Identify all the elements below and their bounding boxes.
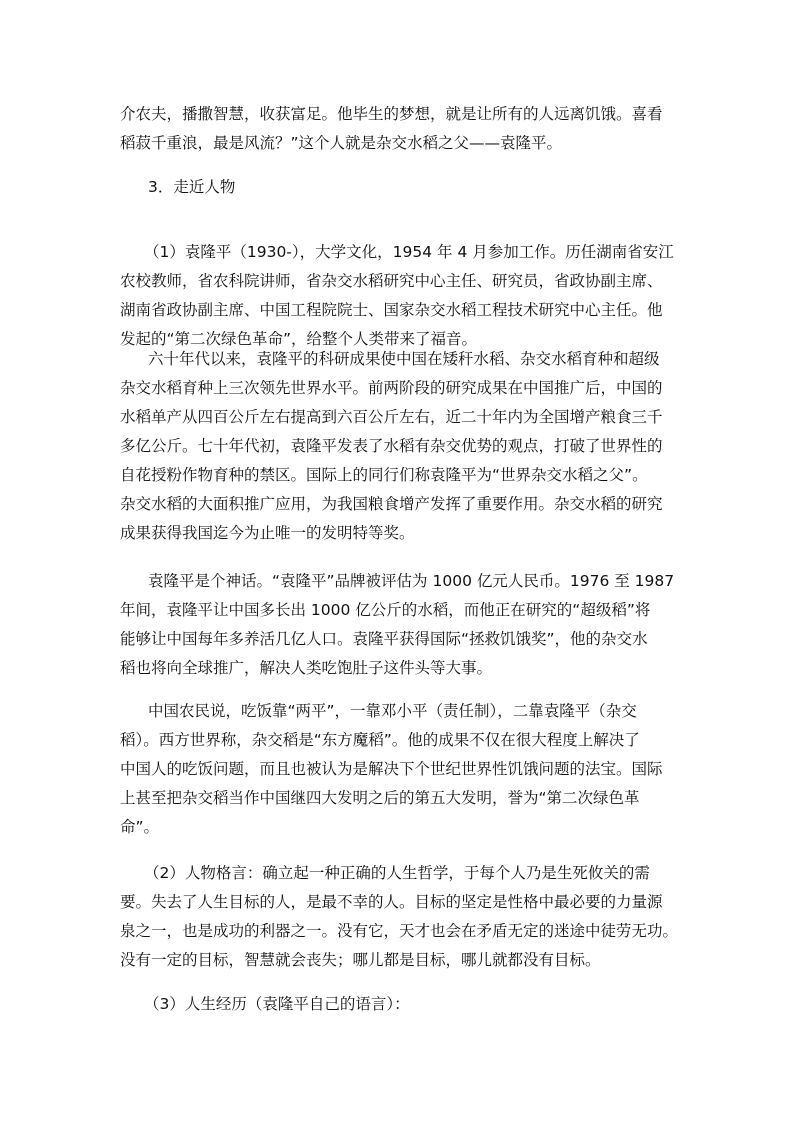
text-line: 多亿公斤。七十年代初，袁隆平发表了水稻有杂交优势的观点，打破了世界性的 [120, 437, 663, 455]
text-line: 中国人的吃饭问题，而且也被认为是解决下个世纪世界性饥饿问题的法宝。国际 [120, 760, 663, 778]
paragraph-achievements [120, 345, 680, 548]
text-line: 水稻单产从四百公斤左右提高到六百公斤左右，近二十年内为全国增产粮食三千 [120, 408, 663, 426]
text-line: 没有一定的目标，智慧就会丧失；哪儿都是目标，哪儿就都没有目标。 [120, 951, 601, 969]
text-line: 袁隆平是个神话。“袁隆平”品牌被评估为 1000 亿元人民币。1976 至 1987 [148, 572, 675, 590]
text-line: 稻）。西方世界称，杂交稻是“东方魔稻”。他的成果不仅在很大程度上解决了 [120, 731, 640, 749]
text-line: 自花授粉作物育种的禁区。国际上的同行们称袁隆平为“世界杂交水稻之父”。 [120, 466, 648, 484]
text-line: 泉之一，也是成功的利器之一。没有它，天才也会在矛盾无定的迷途中徒劳无功。 [120, 922, 679, 940]
text-line: 要。失去了人生目标的人，是最不幸的人。目标的坚定是性格中最必要的力量源 [120, 893, 663, 911]
text-line: 年间，袁隆平让中国多长出 1000 亿公斤的水稻，而他正在研究的“超级稻”将 [120, 601, 651, 619]
text-line: 稻也将向全球推广，解决人类吃饱肚子这件头等大事。 [120, 659, 493, 677]
text-line: 上甚至把杂交稻当作中国继四大发明之后的第五大发明，誉为“第二次绿色革 [120, 789, 640, 807]
text-line: （2）人物格言：确立起一种正确的人生哲学，于每个人乃是生死攸关的需 [144, 864, 650, 882]
paragraph-legend [120, 567, 680, 683]
intro-paragraph [120, 100, 680, 158]
paragraph-farmers [120, 697, 680, 842]
text-line: 介农夫，播撒智慧，收获富足。他毕生的梦想，就是让所有的人远离饥饿。喜看 [120, 105, 663, 123]
section-heading-text: 3．走近人物 [148, 178, 236, 196]
text-line: 稻菽千重浪，最是风流？”这个人就是杂交水稻之父——袁隆平。 [120, 134, 563, 152]
text-line: 成果获得我国迄今为止唯一的发明特等奖。 [120, 524, 415, 542]
text-line: 湖南省政协副主席、中国工程院院士、国家杂交水稻工程技术研究中心主任。他 [120, 301, 663, 319]
text-line: 发起的“第二次绿色革命”，给整个人类带来了福音。 [120, 330, 478, 348]
text-line: 能够让中国每年多养活几亿人口。袁隆平获得国际“拯救饥饿奖”，他的杂交水 [120, 630, 648, 648]
text-line: 杂交水稻的大面积推广应用，为我国粮食增产发挥了重要作用。杂交水稻的研究 [120, 495, 663, 513]
text-line: 中国农民说，吃饭靠“两平”，一靠邓小平（责任制），二靠袁隆平（杂交 [148, 702, 637, 720]
text-line: 六十年代以来，袁隆平的科研成果使中国在矮秆水稻、杂交水稻育种和超级 [148, 350, 660, 368]
text-line: 杂交水稻育种上三次领先世界水平。前两阶段的研究成果在中国推广后，中国的 [120, 379, 663, 397]
text-line: （3）人生经历（袁隆平自己的语言）： [144, 995, 410, 1013]
text-line: 农校教师，省农科院讲师，省杂交水稻研究中心主任、研究员，省政协副主席、 [120, 272, 663, 290]
text-line: 命”。 [120, 818, 160, 836]
text-line: （1）袁隆平（1930-），大学文化，1954 年 4 月参加工作。历任湖南省安江 [144, 243, 674, 261]
paragraph-profile [120, 238, 680, 354]
paragraph-experience-heading [120, 990, 680, 1019]
paragraph-motto [120, 859, 680, 975]
section-heading [120, 173, 680, 202]
